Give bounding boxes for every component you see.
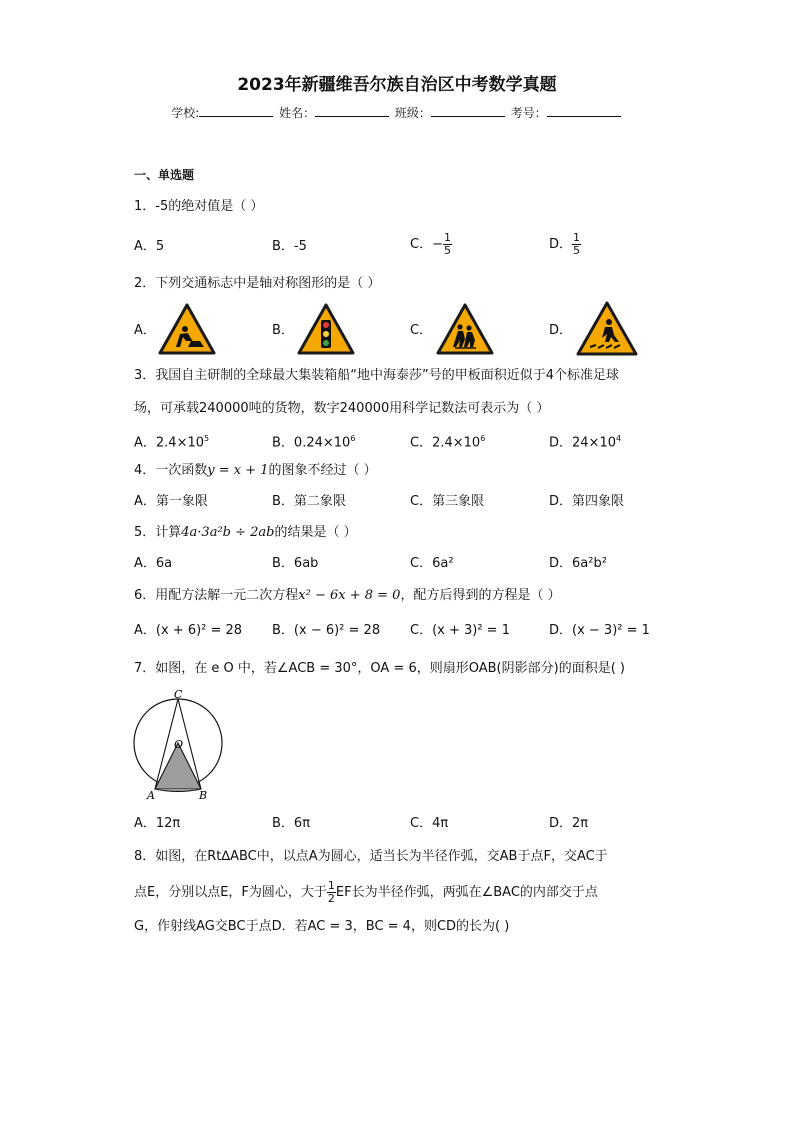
q4-stem: 4．一次函数y = x + 1的图象不经过（ ） (134, 463, 377, 478)
fraction: $\frac{1}{5}$ (443, 231, 451, 257)
fraction: $\frac{1}{2}$ (327, 879, 335, 905)
q5-option-b: B．6ab (272, 556, 319, 571)
q5-option-d: D．6a²b² (549, 556, 607, 571)
q3-option-d: D．$24\times 10^4$ (549, 434, 622, 451)
class-label: 班级： (394, 106, 431, 120)
school-label: 学校: (171, 106, 200, 120)
q7-option-a: A．12π (134, 816, 181, 831)
q1-option-b: B．-5 (272, 239, 307, 254)
section-heading: 一、单选题 (134, 168, 195, 182)
q1-option-c: C．− $\frac{1}{5}$ (410, 231, 451, 257)
fraction: $\frac{1}{5}$ (573, 231, 581, 257)
q8-stem-line3: G，作射线AG交BC于点D．若AC = 3，BC = 4，则CD的长为( ) (134, 919, 510, 934)
q2-stem: 2．下列交通标志中是轴对称图形的是（ ） (134, 276, 381, 291)
shaded-sector-arc (155, 789, 201, 792)
q1-stem: 1．-5的绝对值是（ ） (134, 199, 264, 214)
q3-stem-line2: 场，可承载240000吨的货物，数字240000用科学记数法可表示为（ ） (134, 401, 550, 416)
q2-option-b: B． (272, 323, 294, 338)
q5-stem: 5．计算4a·3a²b ÷ 2ab的结果是（ ） (134, 525, 357, 540)
q8-stem-line2: 点E，分别以点E，F为圆心，大于 $\frac{1}{2}$ EF长为半径作弧，两弧在∠BAC的内部交于点 (134, 879, 598, 905)
q6-option-a: A．(x + 6)² = 28 (134, 623, 243, 638)
point-label-a: A (147, 789, 155, 802)
page-title: 2023年新疆维吾尔族自治区中考数学真题 (237, 75, 557, 95)
road-work-sign-icon (158, 303, 216, 355)
circle-sector-diagram (128, 688, 228, 803)
q7-option-c: C．4π (410, 816, 449, 831)
q2-option-c: C． (410, 323, 433, 338)
school-blank (199, 104, 273, 117)
q1-option-a: A．5 (134, 239, 165, 254)
q2-option-a: A． (134, 323, 156, 338)
point-label-b: B (199, 789, 208, 802)
q4-option-c: C．第三象限 (410, 494, 485, 509)
number-blank (547, 104, 621, 117)
q3-option-b: B．$0.24\times 10^6$ (272, 434, 356, 451)
q1-option-d: D． $\frac{1}{5}$ (549, 231, 581, 257)
traffic-light-sign-icon (297, 303, 355, 355)
pedestrian-crossing-sign-icon (576, 301, 638, 356)
q5-option-a: A．6a (134, 556, 173, 571)
point-label-c: C (174, 688, 183, 701)
q6-option-d: D．(x − 3)² = 1 (549, 623, 650, 638)
number-label: 考号： (510, 106, 547, 120)
name-blank (315, 104, 389, 117)
q3-option-c: C．$2.4\times 10^6$ (410, 434, 486, 451)
q7-stem: 7．如图，在 e O 中，若∠ACB = 30°，OA = 6，则扇形OAB(阴影部分)的面积是( ) (134, 661, 625, 676)
children-crossing-sign-icon (436, 303, 494, 355)
q4-option-b: B．第二象限 (272, 494, 346, 509)
class-blank (431, 104, 505, 117)
name-label: 姓名： (279, 106, 316, 120)
q6-stem: 6．用配方法解一元二次方程x² − 6x + 8 = 0，配方后得到的方程是（ ） (134, 588, 561, 603)
q4-option-a: A．第一象限 (134, 494, 208, 509)
q3-option-a: A．$2.4\times 10^5$ (134, 434, 210, 451)
q7-option-b: B．6π (272, 816, 311, 831)
q6-option-b: B．(x − 6)² = 28 (272, 623, 381, 638)
q7-option-d: D．2π (549, 816, 589, 831)
point-label-o: O (174, 738, 184, 751)
q4-option-d: D．第四象限 (549, 494, 625, 509)
student-info-line (0, 104, 794, 121)
q3-stem-line1: 3．我国自主研制的全球最大集装箱船“地中海泰莎”号的甲板面积近似于4个标准足球 (134, 368, 620, 383)
q2-option-d: D． (549, 323, 573, 338)
q8-stem-line1: 8．如图，在Rt∆ABC中，以点A为圆心，适当长为半径作弧，交AB于点F，交AC于 (134, 849, 608, 864)
q6-option-c: C．(x + 3)² = 1 (410, 623, 510, 638)
q5-option-c: C．6a² (410, 556, 454, 571)
